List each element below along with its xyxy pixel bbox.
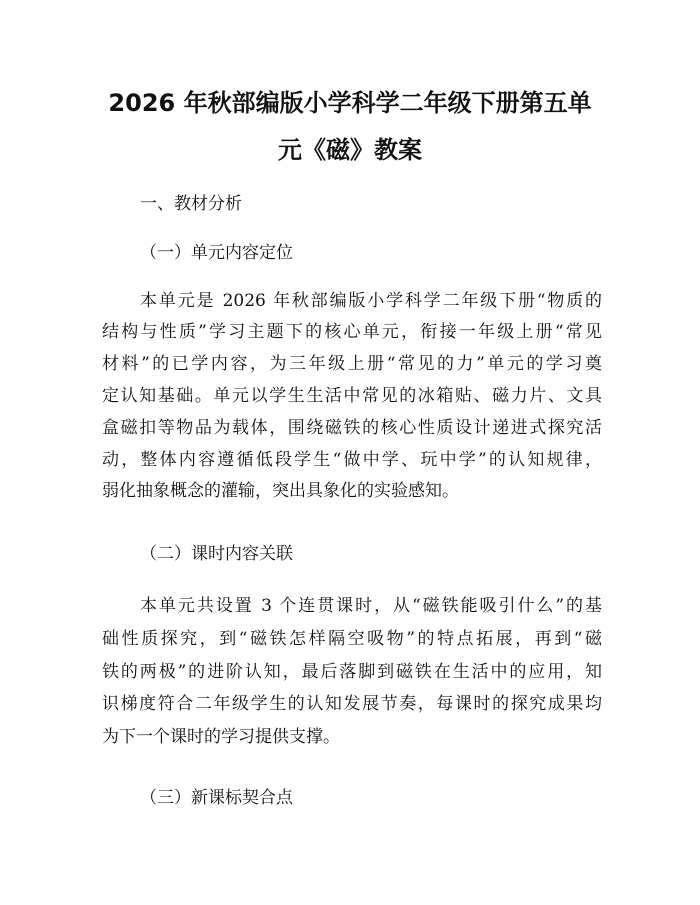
subsection-heading-unit-positioning: （一）单元内容定位 <box>140 243 293 263</box>
paragraph-line: 材料”的已学内容，为三年级上册“常见的力”单元的学习奠 <box>102 354 602 374</box>
paragraph-line: 铁的两极”的进阶认知，最后落脚到磁铁在生活中的应用，知 <box>102 662 602 682</box>
document-title-line-2: 元《磁》教案 <box>278 136 422 164</box>
subsection-heading-lesson-correlation: （二）课时内容关联 <box>140 544 293 564</box>
paragraph-line: 定认知基础。单元以学生生活中常见的冰箱贴、磁力片、文具 <box>102 386 602 406</box>
paragraph-line: 识梯度符合二年级学生的认知发展节奏，每课时的探究成果均 <box>102 694 602 714</box>
paragraph-line: 本单元是 2026 年秋部编版小学科学二年级下册“物质的 <box>140 291 602 311</box>
subsection-heading-curriculum-alignment: （三）新课标契合点 <box>140 788 293 808</box>
paragraph-line: 盒磁扣等物品为载体，围绕磁铁的核心性质设计递进式探究活 <box>102 418 602 438</box>
paragraph-line: 础性质探究，到“磁铁怎样隔空吸物”的特点拓展，再到“磁 <box>102 629 602 649</box>
paragraph-line: 弱化抽象概念的灌输，突出具象化的实验感知。 <box>102 481 459 501</box>
paragraph-line: 动，整体内容遵循低段学生“做中学、玩中学”的认知规律， <box>102 450 602 470</box>
paragraph-line: 为下一个课时的学习提供支撑。 <box>102 727 340 747</box>
section-heading-teaching-material-analysis: 一、教材分析 <box>140 194 242 214</box>
paragraph-line: 结构与性质”学习主题下的核心单元，衔接一年级上册“常见 <box>102 322 602 342</box>
document-title-line-1: 2026 年秋部编版小学科学二年级下册第五单 <box>108 89 592 117</box>
paragraph-line: 本单元共设置 3 个连贯课时，从“磁铁能吸引什么”的基 <box>140 596 602 616</box>
